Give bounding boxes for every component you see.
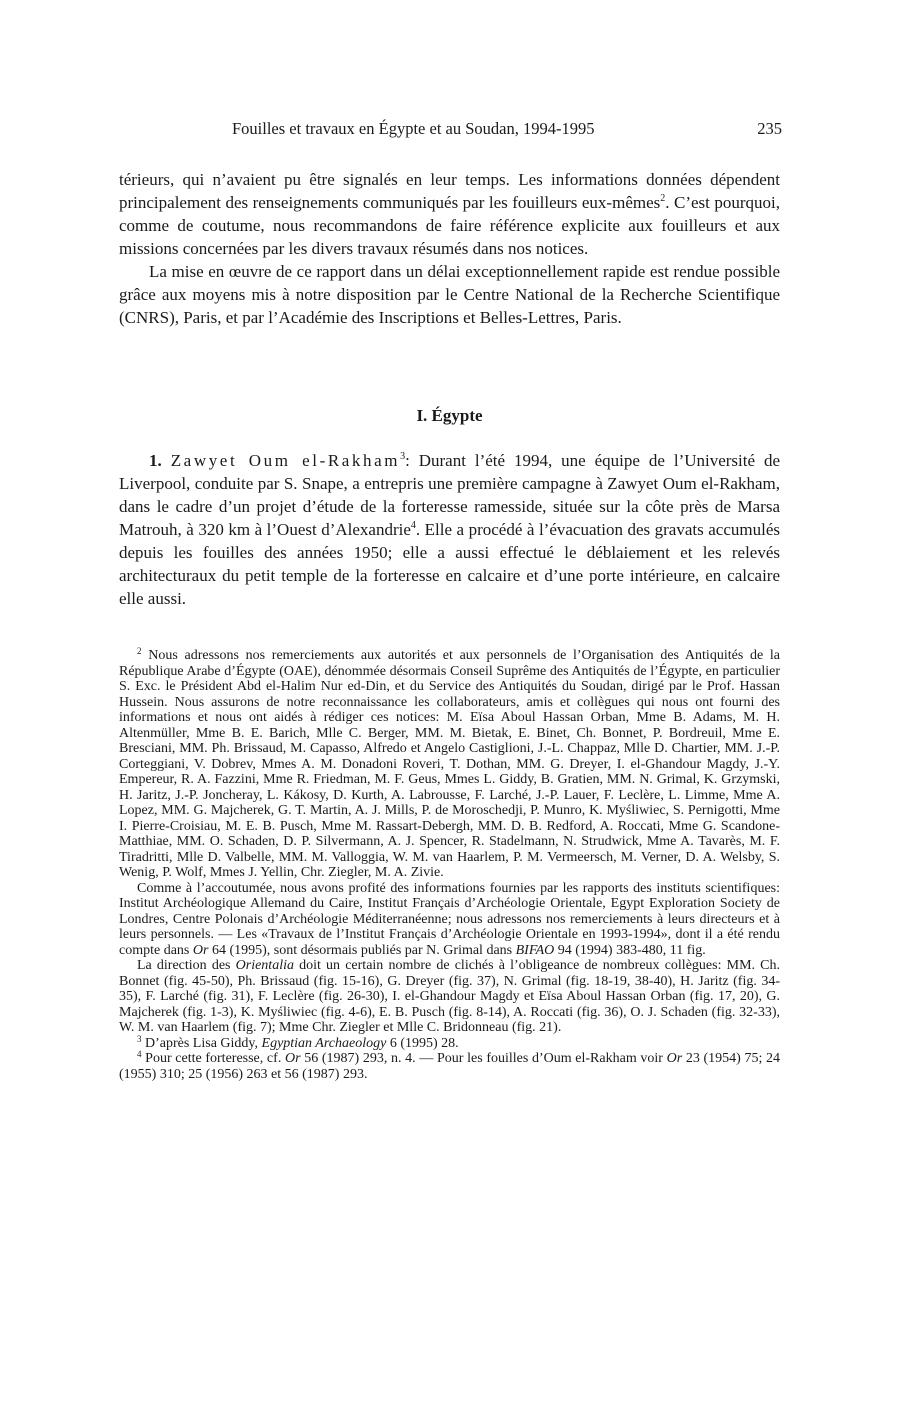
footnote-ref-2: 2 [660, 193, 666, 204]
footnote-2-paragraph-3: La direction des Orientalia doit un certain nombre de clichés à l’obligeance de nombreux collègues: MM. Ch. Bonnet (fig. 45-50), Ph. Brissaud (fig. 15-16), G. Dreyer (fig. 37), N. Grimal (fig. 18-19, 38-40), H. Jaritz (fig. 34-35), F. Larché (fig. 31), F. Leclère (fig. 26-30), I. el-Ghandour Magdy et Eïsa Aboul Hassan Orban (fig. 17, 20), G. Majcherek (fig. 1-3), K. Myśliwiec (fig. 4-6), E. B. Pusch (fig. 8-14), A. Roccati (fig. 36), O. J. Schaden (fig. 32-33), W. M. van Haarlem (fig. 7); Mme Chr. Ziegler et Mlle C. Bridonneau (fig. 21). [119, 958, 780, 1035]
intro-paragraph-1: térieurs, qui n’avaient pu être signalés en leur temps. Les informations données dépendent principalement des renseignements communiqués par les fouilleurs eux-mêmes$^2$. C’est pourquoi, comme de coutume, nous recommandons de faire référence explicite aux fouilleurs et aux missions concernées par les divers travaux résumés dans nos notices. [119, 170, 780, 258]
footnote-4: $^4$ Pour cette forteresse, cf. Or 56 (1987) 293, n. 4. — Pour les fouilles d’Oum el-Rakham voir Or 23 (1954) 75; 24 (1955) 310; 25 (1956) 263 et 56 (1987) 293. [119, 1049, 781, 1082]
footnote-2: $^2$ Nous adressons nos remerciements aux autorités et aux personnels de l’Organisation des Antiquités de la République Arabe d’Égypte (OAE), dénommée désormais Conseil Suprême des Antiquités de l’Égypte, en particulier S. Exc. le Président Abd el-Halim Nur ed-Din, et du Service des Antiquités du Soudan, dirigé par le Prof. Hassan Hussein. Nous assurons de notre reconnaissance les collaborateurs, amis et collègues qui nous ont fourni des informations et nous ont aidés à rédiger ces notices: M. Eïsa Aboul Hassan Orban, Mme B. Adams, M. H. Altenmüller, Mme B. E. Barich, Mlle C. Berger, MM. M. Bietak, E. Binet, Ch. Bonnet, P. Bordreuil, Mme E. Bresciani, MM. Ph. Brissaud, M. Capasso, Alfredo et Angelo Castiglioni, J.-L. Chappaz, Mlle D. Chartier, MM. J.-P. Corteggiani, V. Dobrev, Mmes A. M. Donadoni Roveri, T. Dothan, MM. G. Dreyer, I. el-Ghandour Magdy, J.-Y. Empereur, R. A. Fazzini, Mme R. Friedman, M. F. Geus, Mmes L. Giddy, B. Gratien, MM. N. Grimal, K. Grzymski, H. Jaritz, J.-P. Joncheray, L. Kákosy, D. Kurth, A. Labrousse, F. Larché, J.-P. Lauer, F. Leclère, L. Limme, Mme A. Lopez, MM. G. Majcherek, G. T. Martin, A. J. Mills, P. de Moroschedji, P. Munro, K. Myśliwiec, S. Pernigotti, Mme I. Pierre-Croisiau, M. E. B. Pusch, Mme M. Rassart-Debergh, MM. D. B. Redford, A. Roccati, Mme G. Scandone-Matthiae, MM. O. Schaden, D. P. Silvermann, A. J. Spencer, R. Stadelmann, N. Strudwick, Mme A. Tavarès, M. F. Tiradritti, Mlle D. Valbelle, MM. M. Valloggia, W. M. van Haarlem, P. M. Vermeersch, M. Verner, D. A. Welsby, S. Wenig, P. Wolf, Mmes J. Yellin, Chr. Ziegler, M. A. Zivie. [119, 646, 781, 880]
footnote-ref-3: 3 [400, 451, 406, 462]
footnote-3: $^3$ D’après Lisa Giddy, Egyptian Archaeology 6 (1995) 28. [137, 1033, 459, 1051]
entry-number: 1. [149, 451, 162, 470]
running-header [148, 118, 788, 140]
footnotes [119, 648, 780, 1082]
intro-text [119, 168, 780, 329]
page-number: 235 [757, 119, 782, 138]
site-name: Zawyet Oum el-Rakham [170, 451, 401, 470]
running-title: Fouilles et travaux en Égypte et au Soudan, 1994-1995 [232, 119, 595, 138]
footnote-2-paragraph-2: Comme à l’accoutumée, nous avons profité des informations fournies par les rapports des instituts scientifiques: Institut Archéologique Allemand du Caire, Institut Français d’Archéologie Orientale, Egypt Exploration Society de Londres, Centre Polonais d’Archéologie Méditerranéenne; nous adressons nos remerciements à leurs directeurs et à leurs personnels. — Les «Travaux de l’Institut Français d’Archéologie Orientale en 1993-1994», dont il a été rendu compte dans Or 64 (1995), sont désormais publiés par N. Grimal dans BIFAO 94 (1994) 383-480, 11 fig. [119, 880, 780, 958]
intro-paragraph-2: La mise en œuvre de ce rapport dans un délai exceptionnellement rapide est rendue possible grâce aux moyens mis à notre disposition par le Centre National de la Recherche Scientifique (CNRS), Paris, et par l’Académie des Inscriptions et Belles-Lettres, Paris. [119, 262, 780, 327]
section-heading: I. Égypte [416, 406, 483, 425]
entry-1: 1. Zawyet Oum el-Rakham$^3$: Durant l’été 1994, une équipe de l’Université de Liverpool, conduite par S. Snape, a entrepris une première campagne à Zawyet Oum el-Rakham, dans le cadre d’un projet d’étude de la forteresse ramesside, située sur la côte près de Marsa Matrouh, à 320 km à l’Ouest d’Alexandrie$^4$. Elle a procédé à l’évacuation des gravats accumulés depuis les fouilles des années 1950; elle a aussi effectué le déblaiement et les relevés architecturaux du petit temple de la forteresse en calcaire et d’une porte intérieure, en calcaire elle aussi. [119, 451, 781, 608]
footnote-ref-4: 4 [410, 520, 416, 531]
